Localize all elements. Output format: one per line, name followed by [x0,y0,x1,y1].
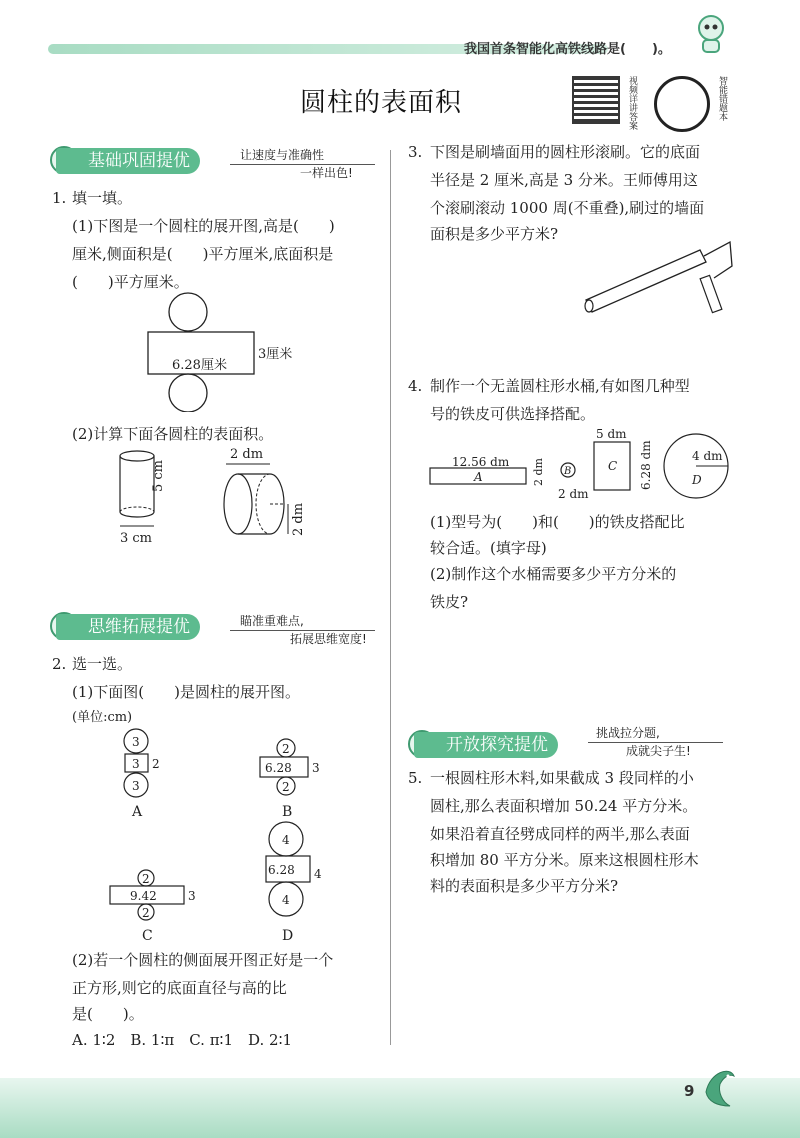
q4-B-bottom: 2 dm [558,487,589,501]
q4-A-side: 2 dm [532,458,545,486]
q2-p2-line3: 是( )。 [72,1005,144,1023]
section-thinking-note2: 拓展思维宽度! [290,632,367,646]
net-height-label: 3厘米 [258,347,293,362]
optA-rect: 3 [132,757,140,771]
optD-label: D [282,928,294,944]
optB-side: 3 [312,761,320,775]
q2-p2-line2: 正方形,则它的底面直径与高的比 [72,979,287,997]
q1-net-figure [140,292,320,412]
q4-p2-line1: (2)制作这个水桶需要多少平方分米的 [430,565,677,583]
q3-line2: 半径是 2 厘米,高是 3 分米。王师傅用这 [430,171,698,189]
column-divider [390,150,391,1045]
optA-label: A [132,804,143,820]
q2-choices: A. 1∶2 B. 1∶π C. π∶1 D. 2∶1 [72,1031,293,1049]
section-basic-note2: 一样出色! [300,166,353,180]
q5-line1: 一根圆柱形木料,如果截成 3 段同样的小 [430,769,694,787]
cyl1-height-label: 5 cm [151,459,166,492]
q2-unit: (单位:cm) [72,710,133,725]
qr-circle-icon[interactable] [654,76,710,132]
q5-number: 5. [408,769,423,787]
q5-line5: 料的表面积是多少平方分米? [430,877,619,895]
q4-C-label: C [608,459,618,473]
q3-line1: 下图是刷墙面用的圆柱形滚刷。它的底面 [430,143,701,161]
optC-rect: 9.42 [130,889,157,903]
q5-line4: 积增加 80 平方分米。原来这根圆柱形木 [430,851,699,869]
q1-stem: 填一填。 [72,189,133,207]
section-basic-line [230,164,375,165]
header-question: 我国首条智能化高铁线路是( )。 [464,42,671,57]
cyl1-base-label: 3 cm [120,531,153,546]
q1-number: 1. [52,189,67,207]
q2-number: 2. [52,655,67,673]
q1-p2: (2)计算下面各圆柱的表面积。 [72,425,274,443]
cyl2-side-label: 2 dm [291,502,306,536]
q4-line1: 制作一个无盖圆柱形水桶,有如图几种型 [430,377,690,395]
q1-p1-line3: ( )平方厘米。 [72,273,189,291]
q4-D-label: D [692,473,702,487]
q2-stem: 选一选。 [72,655,133,673]
section-thinking-line [230,630,375,631]
qr-right-label: 智能错题本 [717,76,727,121]
page-title: 圆柱的表面积 [300,88,463,118]
q4-D-radius: 4 dm [692,449,723,463]
q1-cylinders-figure [110,448,330,548]
section-thinking-note1: 瞄准重难点, [240,614,304,628]
q4-A-top: 12.56 dm [452,455,510,469]
qr-left-label: 视频详讲答案 [627,76,637,130]
q4-p1-line2: 较合适。(填字母) [430,539,547,557]
optB-rect: 6.28 [265,761,292,775]
q2-p1: (1)下面图( )是圆柱的展开图。 [72,683,300,701]
optA-bottom: 3 [132,779,140,793]
q4-p1-line1: (1)型号为( )和( )的铁皮搭配比 [430,513,685,531]
optD-top: 4 [282,833,290,847]
section-basic-note1: 让速度与准确性 [240,148,325,162]
q4-B-label: B [564,466,572,477]
section-open-note1: 挑战拉分题, [596,726,660,740]
q3-number: 3. [408,143,423,161]
q2-p2-line1: (2)若一个圆柱的侧面展开图正好是一个 [72,951,334,969]
q4-C-top: 5 dm [596,427,627,441]
q4-number: 4. [408,377,423,395]
section-open-note2: 成就尖子生! [626,744,691,758]
qr-code-icon[interactable] [572,76,620,124]
q4-C-side: 6.28 dm [639,440,653,490]
q2-options-figure [100,728,340,946]
q1-p1-line2: 厘米,侧面积是( )平方厘米,底面积是 [72,245,334,263]
q3-line4: 面积是多少平方米? [430,225,559,243]
optA-side: 2 [152,757,160,771]
dolphin-icon [700,1062,740,1112]
footer-band [0,1078,800,1138]
q1-p1-line1: (1)下图是一个圆柱的展开图,高是( ) [72,217,335,235]
page-number: 9 [684,1082,695,1100]
optC-bottom: 2 [142,906,150,920]
optD-bottom: 4 [282,893,290,907]
q4-line2: 号的铁皮可供选择搭配。 [430,405,596,423]
optD-side: 4 [314,867,322,881]
optA-top: 3 [132,735,140,749]
optD-rect: 6.28 [268,863,295,877]
q4-sheets-figure [420,424,740,504]
paint-roller-figure [580,236,740,326]
q4-p2-line2: 铁皮? [430,593,469,611]
section-basic-title: 基础巩固提优 [56,148,200,174]
q4-A-label: A [474,470,483,484]
optB-top: 2 [282,742,290,756]
optB-bottom: 2 [282,780,290,794]
optC-side: 3 [188,889,196,903]
optC-label: C [142,928,153,944]
section-open-line [588,742,723,743]
optC-top: 2 [142,872,150,886]
cyl2-top-label: 2 dm [230,448,264,462]
section-open-title: 开放探究提优 [414,732,558,758]
net-rect-label: 6.28厘米 [172,358,227,373]
section-thinking-title: 思维拓展提优 [56,614,200,640]
q3-line3: 个滚刷滚动 1000 周(不重叠),刷过的墙面 [430,199,705,217]
q5-line2: 圆柱,那么表面积增加 50.24 平方分米。 [430,797,698,815]
q5-line3: 如果沿着直径劈成同样的两半,那么表面 [430,825,690,843]
optB-label: B [282,804,293,820]
mascot-icon [694,14,728,54]
